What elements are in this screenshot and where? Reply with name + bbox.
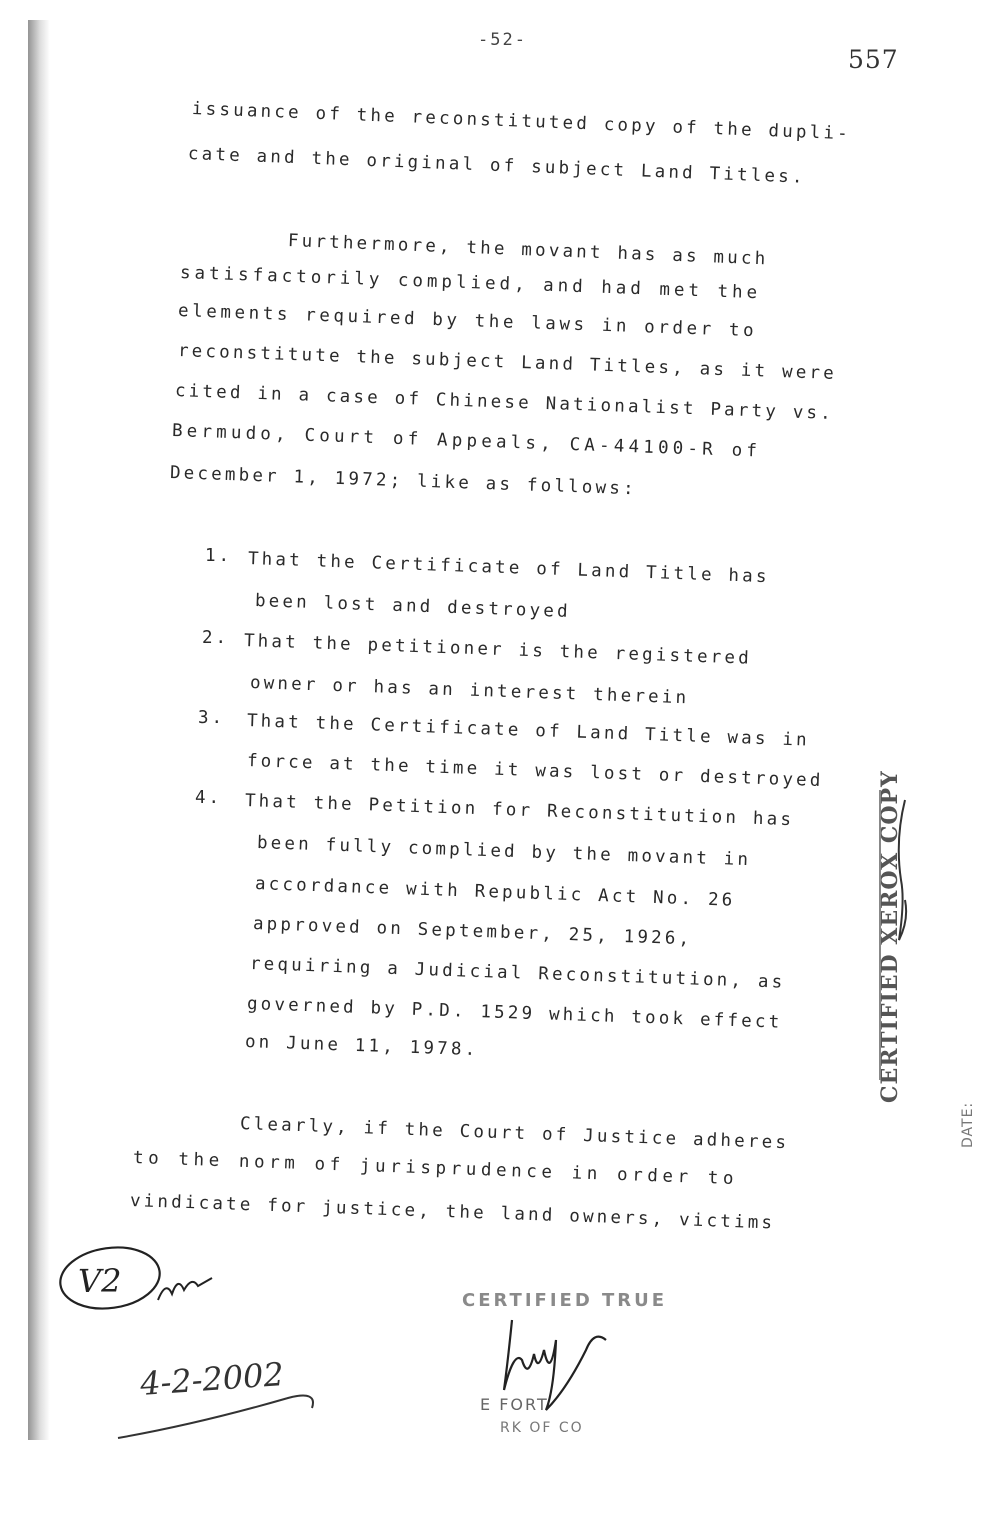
paragraph1-line: issuance of the reconstituted copy of the dupli-: [191, 99, 852, 145]
list-number: 3.: [198, 708, 226, 728]
list-item-line: on June 11, 1978.: [244, 1032, 479, 1061]
list-item-line: That the Certificate of Land Title has: [247, 549, 770, 588]
paragraph2-line: Bermudo, Court of Appeals, CA-44100-R of: [171, 421, 762, 462]
paragraph2-line: Furthermore, the movant has as much: [287, 231, 769, 270]
certified-true-stamp-title: RK OF CO: [500, 1420, 584, 1436]
list-item-line: governed by P.D. 1529 which took effect: [246, 994, 783, 1033]
list-item-line: approved on September, 25, 1926,: [252, 914, 693, 950]
stamp-signature: [504, 1320, 606, 1410]
list-item-line: requiring a Judicial Reconstitution, as: [249, 954, 786, 993]
list-item-line: owner or has an interest therein: [249, 673, 690, 709]
paragraph3-line: vindicate for justice, the land owners, victims: [129, 1191, 776, 1234]
paragraph3-line: to the norm of jurisprudence in order to: [132, 1148, 739, 1190]
paragraph3-line: Clearly, if the Court of Justice adheres: [239, 1114, 790, 1154]
list-item-line: force at the time it was lost or destroyed: [246, 751, 824, 792]
list-item-line: been lost and destroyed: [254, 591, 572, 623]
list-number: 2.: [202, 628, 230, 648]
paragraph2-line: satisfactorily complied, and had met the: [179, 263, 762, 304]
list-item-line: accordance with Republic Act No. 26: [254, 874, 736, 911]
side-stamp-signature: [899, 800, 906, 940]
paragraph2-line: December 1, 1972; like as follows:: [169, 463, 638, 500]
handwritten-date: 4-2-2002: [138, 1355, 285, 1403]
list-item-line: That the Petition for Reconstitution has: [244, 791, 795, 831]
certified-copy-stamp-text: CERTIFIED XEROX COPY: [877, 770, 903, 1103]
initials-scribble: [158, 1278, 212, 1300]
list-item-line: That the Certificate of Land Title was in: [246, 711, 811, 751]
page-number-right: 557: [848, 45, 899, 74]
list-item-line: been fully complied by the movant in: [256, 833, 752, 871]
circled-mark-text: V2: [78, 1262, 122, 1300]
certified-true-stamp-name: E FORT: [480, 1395, 549, 1414]
paragraph2-line: elements required by the laws in order to: [177, 301, 758, 342]
paragraph2-line: reconstitute the subject Land Titles, as it were: [177, 341, 838, 385]
paragraph2-line: cited in a case of Chinese Nationalist Party vs.: [174, 381, 835, 425]
certified-true-stamp: CERTIFIED TRUE: [462, 1290, 668, 1311]
list-number: 4.: [195, 788, 223, 808]
page-number-center: -52-: [478, 30, 527, 50]
list-item-line: That the petitioner is the registered: [243, 631, 753, 669]
paragraph1-line: cate and the original of subject Land Titles.: [187, 144, 807, 188]
certified-copy-stamp-date: DATE:: [960, 1101, 976, 1148]
list-number: 1.: [205, 546, 233, 566]
